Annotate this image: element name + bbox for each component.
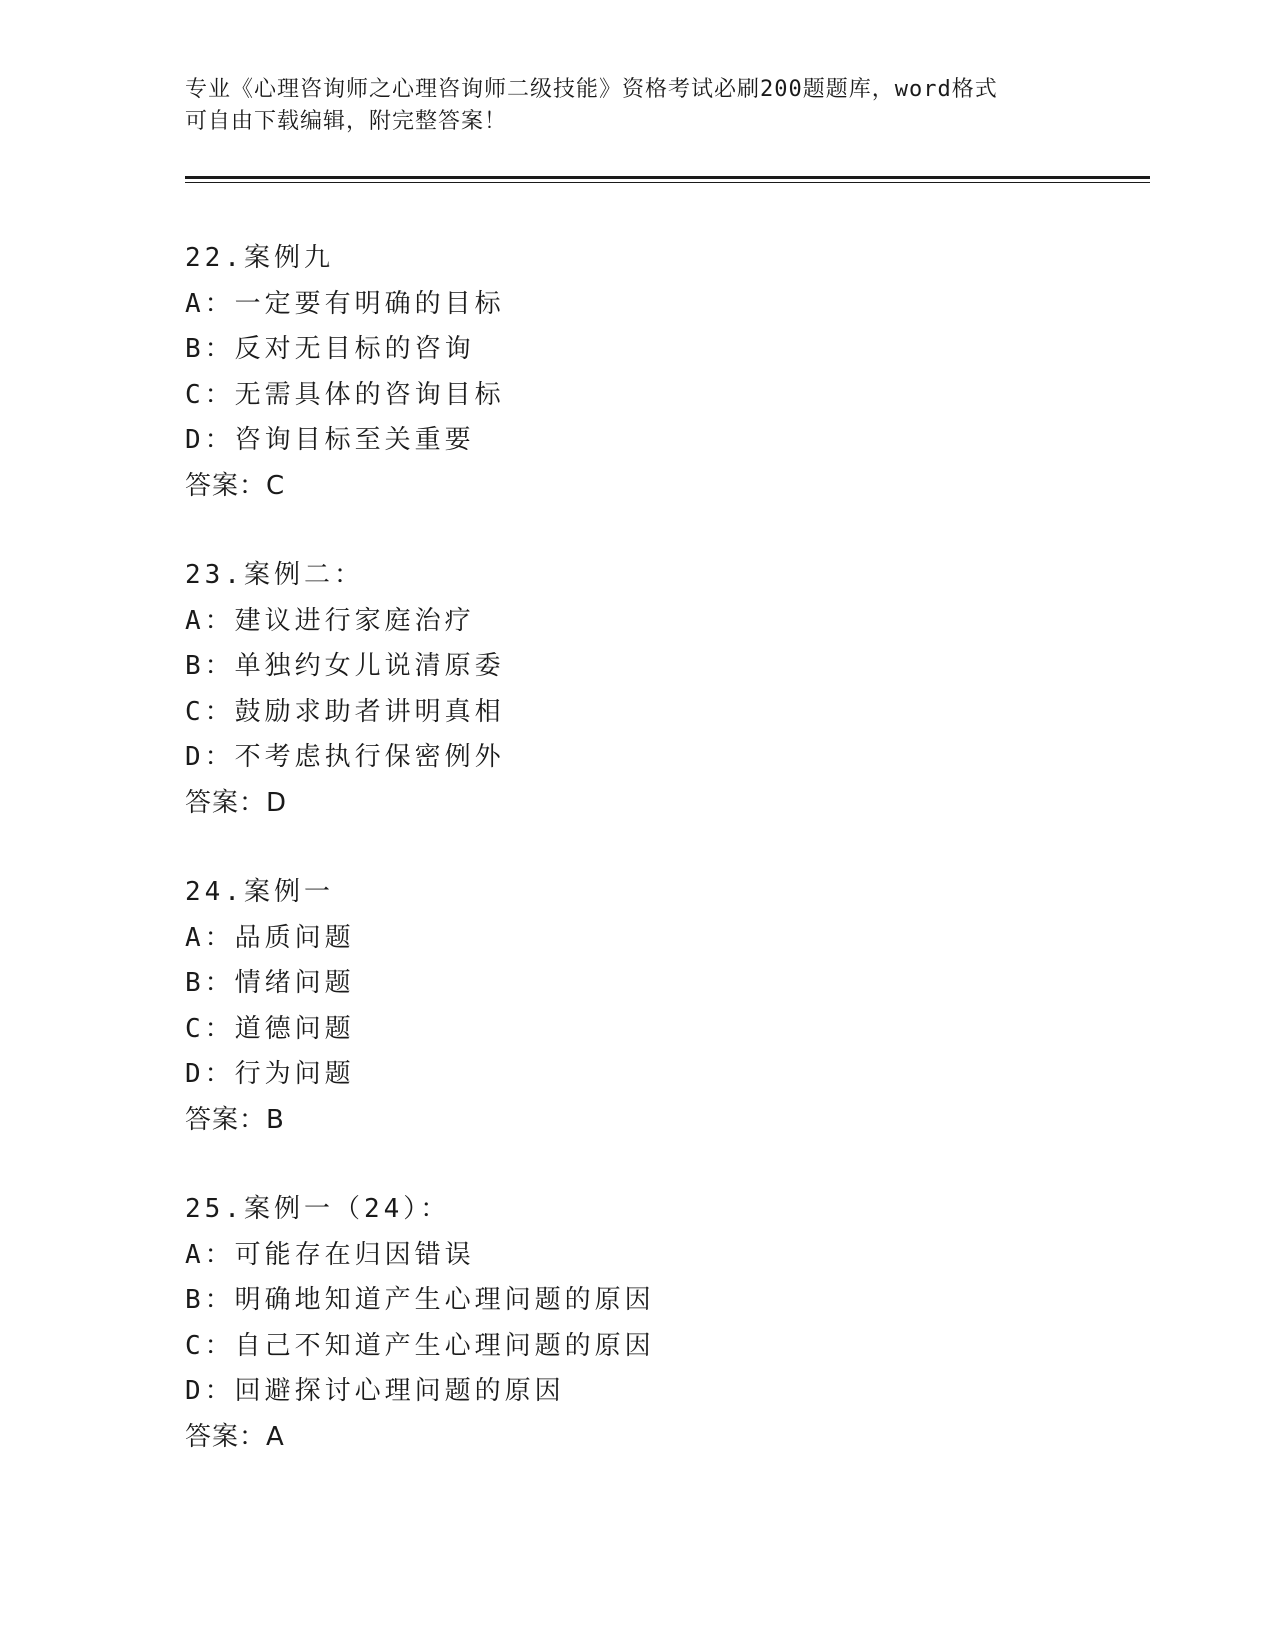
answer-line: 答案：B	[185, 1104, 285, 1135]
option-a: A：建议进行家庭治疗	[185, 605, 475, 636]
header-divider-thick	[185, 176, 1150, 179]
option-a: A：品质问题	[185, 922, 355, 953]
option-c: C：道德问题	[185, 1013, 355, 1044]
question-23	[185, 553, 1085, 826]
question-title: 22.案例九	[185, 243, 334, 273]
option-d: D：回避探讨心理问题的原因	[185, 1376, 565, 1406]
question-22	[185, 236, 1085, 509]
answer-line: 答案：D	[185, 787, 288, 818]
question-25	[185, 1187, 1085, 1460]
option-a: A：一定要有明确的目标	[185, 288, 505, 319]
option-d: D：不考虑执行保密例外	[185, 742, 505, 772]
option-b: B：单独约女儿说清原委	[185, 651, 505, 681]
option-a: A：可能存在归因错误	[185, 1239, 475, 1270]
option-b: B：情绪问题	[185, 968, 355, 998]
answer-line: 答案：A	[185, 1421, 285, 1452]
option-c: C：无需具体的咨询目标	[185, 379, 505, 410]
option-d: D：行为问题	[185, 1059, 355, 1089]
question-title: 24.案例一	[185, 877, 334, 907]
question-24	[185, 870, 1085, 1143]
option-b: B：明确地知道产生心理问题的原因	[185, 1285, 655, 1315]
question-title: 25.案例一（24）：	[185, 1194, 451, 1224]
question-list	[185, 236, 1085, 1504]
document-header	[185, 74, 1085, 138]
answer-line: 答案：C	[185, 470, 286, 501]
header-divider-thin	[185, 182, 1150, 183]
question-title: 23.案例二：	[185, 560, 364, 590]
option-d: D：咨询目标至关重要	[185, 425, 475, 455]
option-b: B：反对无目标的咨询	[185, 334, 475, 364]
header-line-1: 专业《心理咨询师之心理咨询师二级技能》资格考试必刷200题题库，word格式	[185, 77, 998, 102]
option-c: C：鼓励求助者讲明真相	[185, 696, 505, 727]
header-line-2: 可自由下载编辑，附完整答案！	[185, 109, 508, 134]
option-c: C：自己不知道产生心理问题的原因	[185, 1330, 655, 1361]
